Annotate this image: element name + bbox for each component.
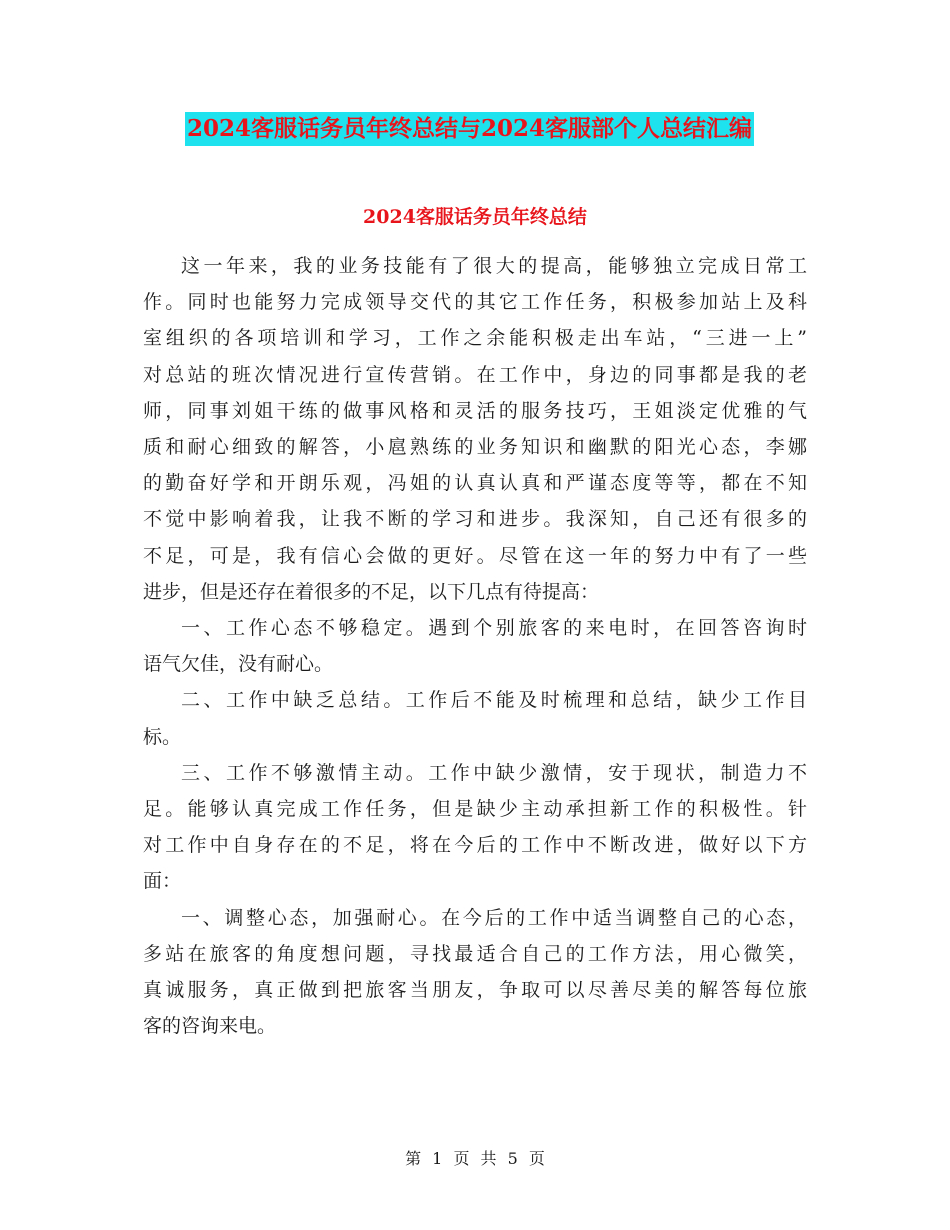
body-paragraph — [143, 248, 807, 610]
paragraph-line: 标。 — [143, 725, 182, 748]
paragraph-line: 质和耐心细致的解答，小扈熟练的业务知识和幽默的阳光心态，李娜 — [143, 436, 807, 459]
paragraph-line: 多站在旅客的角度想问题，寻找最适合自己的工作方法，用心微笑， — [143, 942, 807, 965]
paragraph-line: 面： — [143, 870, 182, 893]
paragraph-line: 不觉中影响着我，让我不断的学习和进步。我深知，自己还有很多的 — [143, 508, 807, 531]
paragraph-line: 的勤奋好学和开朗乐观，冯姐的认真认真和严谨态度等等，都在不知 — [143, 472, 807, 495]
paragraph-line: 真诚服务，真正做到把旅客当朋友，争取可以尽善尽美的解答每位旅 — [143, 979, 807, 1002]
body-paragraph — [143, 682, 807, 754]
paragraph-line: 二、工作中缺乏总结。工作后不能及时梳理和总结，缺少工作目 — [181, 689, 807, 712]
paragraph-line: 一、工作心态不够稳定。遇到个别旅客的来电时，在回答咨询时 — [181, 617, 807, 640]
paragraph-line: 作。同时也能努力完成领导交代的其它工作任务，积极参加站上及科 — [143, 291, 807, 314]
paragraph-line: 客的咨询来电。 — [143, 1015, 277, 1038]
paragraph-line: 这一年来，我的业务技能有了很大的提高，能够独立完成日常工 — [181, 255, 807, 277]
paragraph-line: 对总站的班次情况进行宣传营销。在工作中，身边的同事都是我的老 — [143, 363, 807, 386]
paragraph-line: 对工作中自身存在的不足，将在今后的工作中不断改进，做好以下方 — [143, 834, 807, 857]
paragraph-line: 一、调整心态，加强耐心。在今后的工作中适当调整自己的心态， — [181, 906, 807, 929]
body-paragraph — [143, 755, 807, 900]
paragraph-line: 师，同事刘姐干练的做事风格和灵活的服务技巧，王姐淡定优雅的气 — [143, 399, 807, 422]
paragraph-line: 三、工作不够激情主动。工作中缺少激情，安于现状，制造力不 — [181, 761, 807, 784]
page-footer: 第 1 页 共 5 页 — [405, 1149, 545, 1168]
paragraph-line: 足。能够认真完成工作任务，但是缺少主动承担新工作的积极性。针 — [143, 798, 807, 821]
body-paragraph — [143, 900, 807, 1045]
paragraph-line: 室组织的各项培训和学习，工作之余能积极走出车站，“三进一上” — [143, 327, 807, 350]
paragraph-line: 语气欠佳，没有耐心。 — [143, 653, 334, 676]
document-body — [143, 248, 807, 1044]
document-title: 2024客服话务员年终总结与2024客服部个人总结汇编 — [185, 112, 754, 146]
section-title: 2024客服话务员年终总结 — [363, 206, 587, 228]
paragraph-line: 不足，可是，我有信心会做的更好。尽管在这一年的努力中有了一些 — [143, 544, 807, 567]
paragraph-line: 进步，但是还存在着很多的不足，以下几点有待提高： — [143, 580, 600, 603]
body-paragraph — [143, 610, 807, 682]
